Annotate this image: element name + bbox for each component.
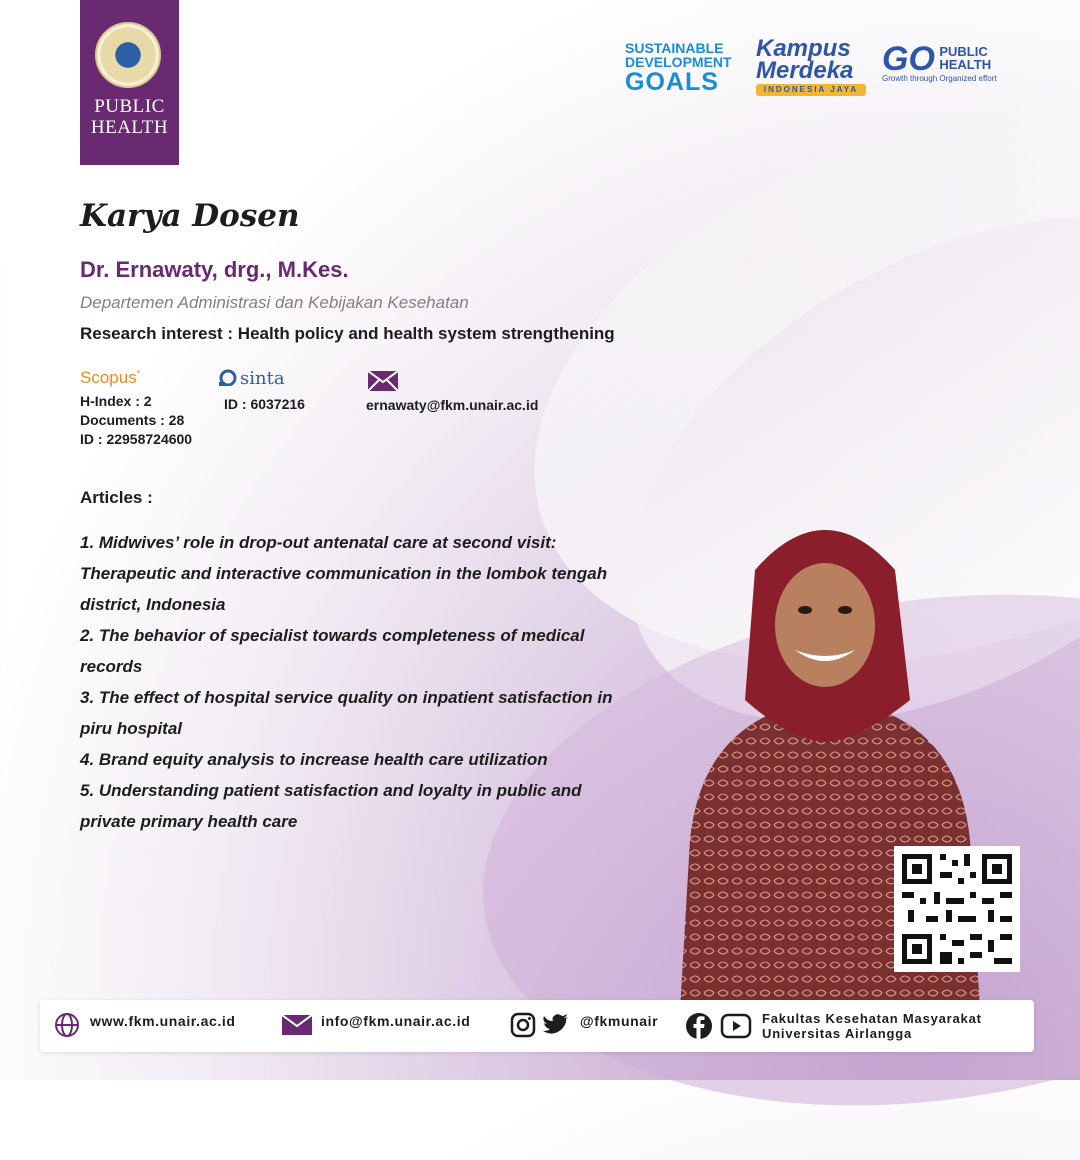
website-link[interactable]: www.fkm.unair.ac.id (90, 1013, 236, 1029)
sinta-logo (218, 368, 285, 389)
gopub-tagline: Growth through Organized effort (882, 74, 997, 83)
logo-text: PUBLIC HEALTH (90, 96, 169, 138)
sinta-id: ID : 6037216 (224, 396, 305, 412)
articles-heading: Articles : (80, 488, 153, 507)
documents-count: Documents : 28 (80, 412, 185, 428)
kampus-merdeka-logo (756, 35, 876, 96)
sdg-line: SUSTAINABLE (625, 40, 724, 56)
public-health-words (939, 45, 991, 71)
facebook-icon[interactable] (685, 1012, 713, 1040)
department: Departemen Administrasi dan Kebijakan Kesehatan (80, 293, 469, 312)
gopub-line: PUBLIC (939, 44, 988, 59)
public-health-logo (80, 0, 179, 165)
go-word: GO (882, 40, 935, 78)
list-item: 5. Understanding patient satisfaction and loyalty in public and private primary health care (80, 781, 582, 831)
sdg-line: DEVELOPMENT (625, 54, 732, 70)
sinta-icon (218, 368, 240, 386)
articles-list (80, 527, 640, 837)
instagram-icon[interactable] (510, 1012, 536, 1038)
kampus-line: Kampus (756, 35, 851, 62)
go-public-health-logo (882, 42, 1032, 83)
globe-icon (54, 1012, 80, 1038)
faculty-line: Fakultas Kesehatan Masyarakat (762, 1011, 982, 1026)
scopus-label: Scopus (80, 368, 137, 387)
sinta-label: sinta (240, 368, 285, 389)
footer-email-link[interactable]: info@fkm.unair.ac.id (321, 1013, 471, 1029)
kampus-line: Merdeka (756, 57, 854, 84)
scopus-id: ID : 22958724600 (80, 431, 193, 447)
scopus-mark: * (136, 368, 141, 379)
kampus-subtitle: INDONESIA JAYA (756, 84, 866, 96)
page-title: Karya Dosen (80, 198, 300, 234)
list-item: 2. The behavior of specialist towards completeness of medical records (80, 626, 585, 676)
footer-bar (40, 1000, 1034, 1052)
university-line: Universitas Airlangga (762, 1026, 912, 1041)
mail-icon (368, 371, 398, 391)
sdg-logo (625, 41, 755, 95)
faculty-name (762, 1011, 982, 1041)
gopub-line: HEALTH (939, 57, 992, 72)
lecturer-name: Dr. Ernawaty, drg., M.Kes. (80, 257, 349, 282)
twitter-icon[interactable] (542, 1012, 570, 1038)
qr-code[interactable] (894, 846, 1020, 972)
list-item: 3. The effect of hospital service quality on inpatient satisfaction in piru hospital (80, 688, 613, 738)
list-item: 4. Brand equity analysis to increase health care utilization (80, 750, 548, 769)
research-interest: Research interest : Health policy and health system strengthening (80, 324, 615, 343)
list-item: 1. Midwives’ role in drop-out antenatal care at second visit: Therapeutic and interactive communication in the lombok tengah district, Indonesia (80, 533, 608, 614)
h-index: H-Index : 2 (80, 393, 152, 409)
youtube-icon[interactable] (720, 1012, 752, 1040)
lecturer-email[interactable]: ernawaty@fkm.unair.ac.id (366, 397, 539, 413)
university-seal-icon (95, 22, 161, 88)
social-handle[interactable]: @fkmunair (580, 1013, 659, 1029)
scopus-logo (80, 368, 140, 388)
mail-icon (282, 1015, 312, 1035)
sdg-goals-word: GOALS (625, 68, 719, 96)
scopus-stats (80, 392, 192, 449)
